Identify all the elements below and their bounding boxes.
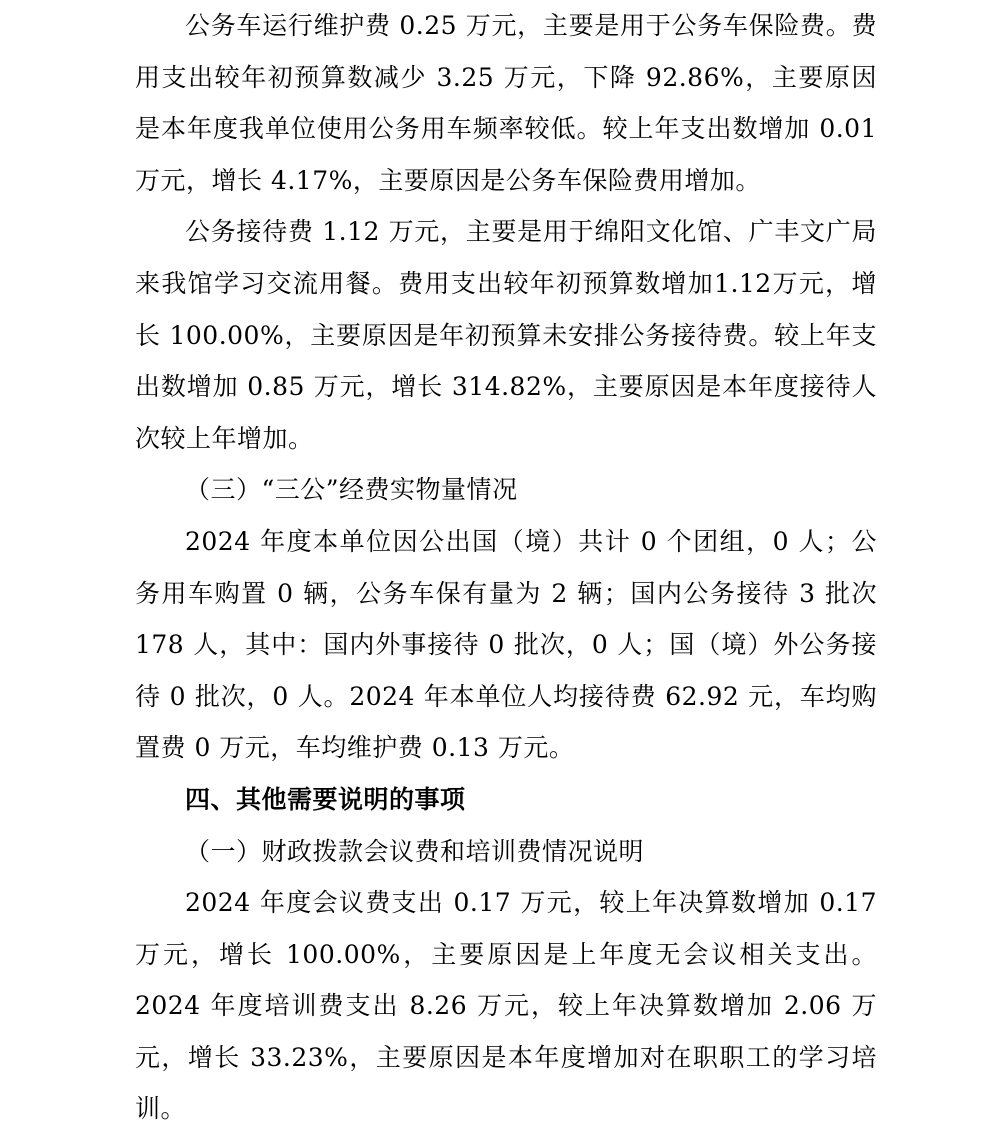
document-page — [135, 0, 877, 1135]
subsection-heading-physical-quantity: （三）“三公”经费实物量情况 — [185, 475, 518, 505]
paragraph-meeting-training: 2024 年度会议费支出 0.17 万元，较上年决算数增加 0.17 万元，增长 100.00%，主要原因是上年度无会议相关支出。2024 年度培训费支出 8.26 万元，较上年决算数增加 2.06 万元，增长 33.23%，主要原因是本年度增加对在职职工的学习培训。 — [135, 888, 877, 1124]
paragraph-physical-quantity: 2024 年度本单位因公出国（境）共计 0 个团组，0 人；公务用车购置 0 辆，公务车保有量为 2 辆；国内公务接待 3 批次 178 人，其中：国内外事接待 0 批次，0 人；国（境）外公务接待 0 批次，0 人。2024 年本单位人均接待费 62.92 元，车均购置费 0 万元，车均维护费 0.13 万元。 — [135, 526, 877, 763]
paragraph-reception-expenses: 公务接待费 1.12 万元，主要是用于绵阳文化馆、广丰文广局来我馆学习交流用餐。费用支出较年初预算数增加1.12万元，增长 100.00%，主要原因是年初预算未安排公务接待费。较上年支出数增加 0.85 万元，增长 314.82%，主要原因是本年度接待人次较上年增加。 — [135, 217, 877, 453]
paragraph-vehicle-maintenance: 公务车运行维护费 0.25 万元，主要是用于公务车保险费。费用支出较年初预算数减少 3.25 万元，下降 92.86%，主要原因是本年度我单位使用公务用车频率较低。较上年支出数增加 0.01 万元，增长 4.17%，主要原因是公务车保险费用增加。 — [135, 11, 877, 195]
subsection-heading-meeting-training: （一）财政拨款会议费和培训费情况说明 — [185, 836, 645, 866]
section-heading-other-matters: 四、其他需要说明的事项 — [185, 784, 466, 814]
